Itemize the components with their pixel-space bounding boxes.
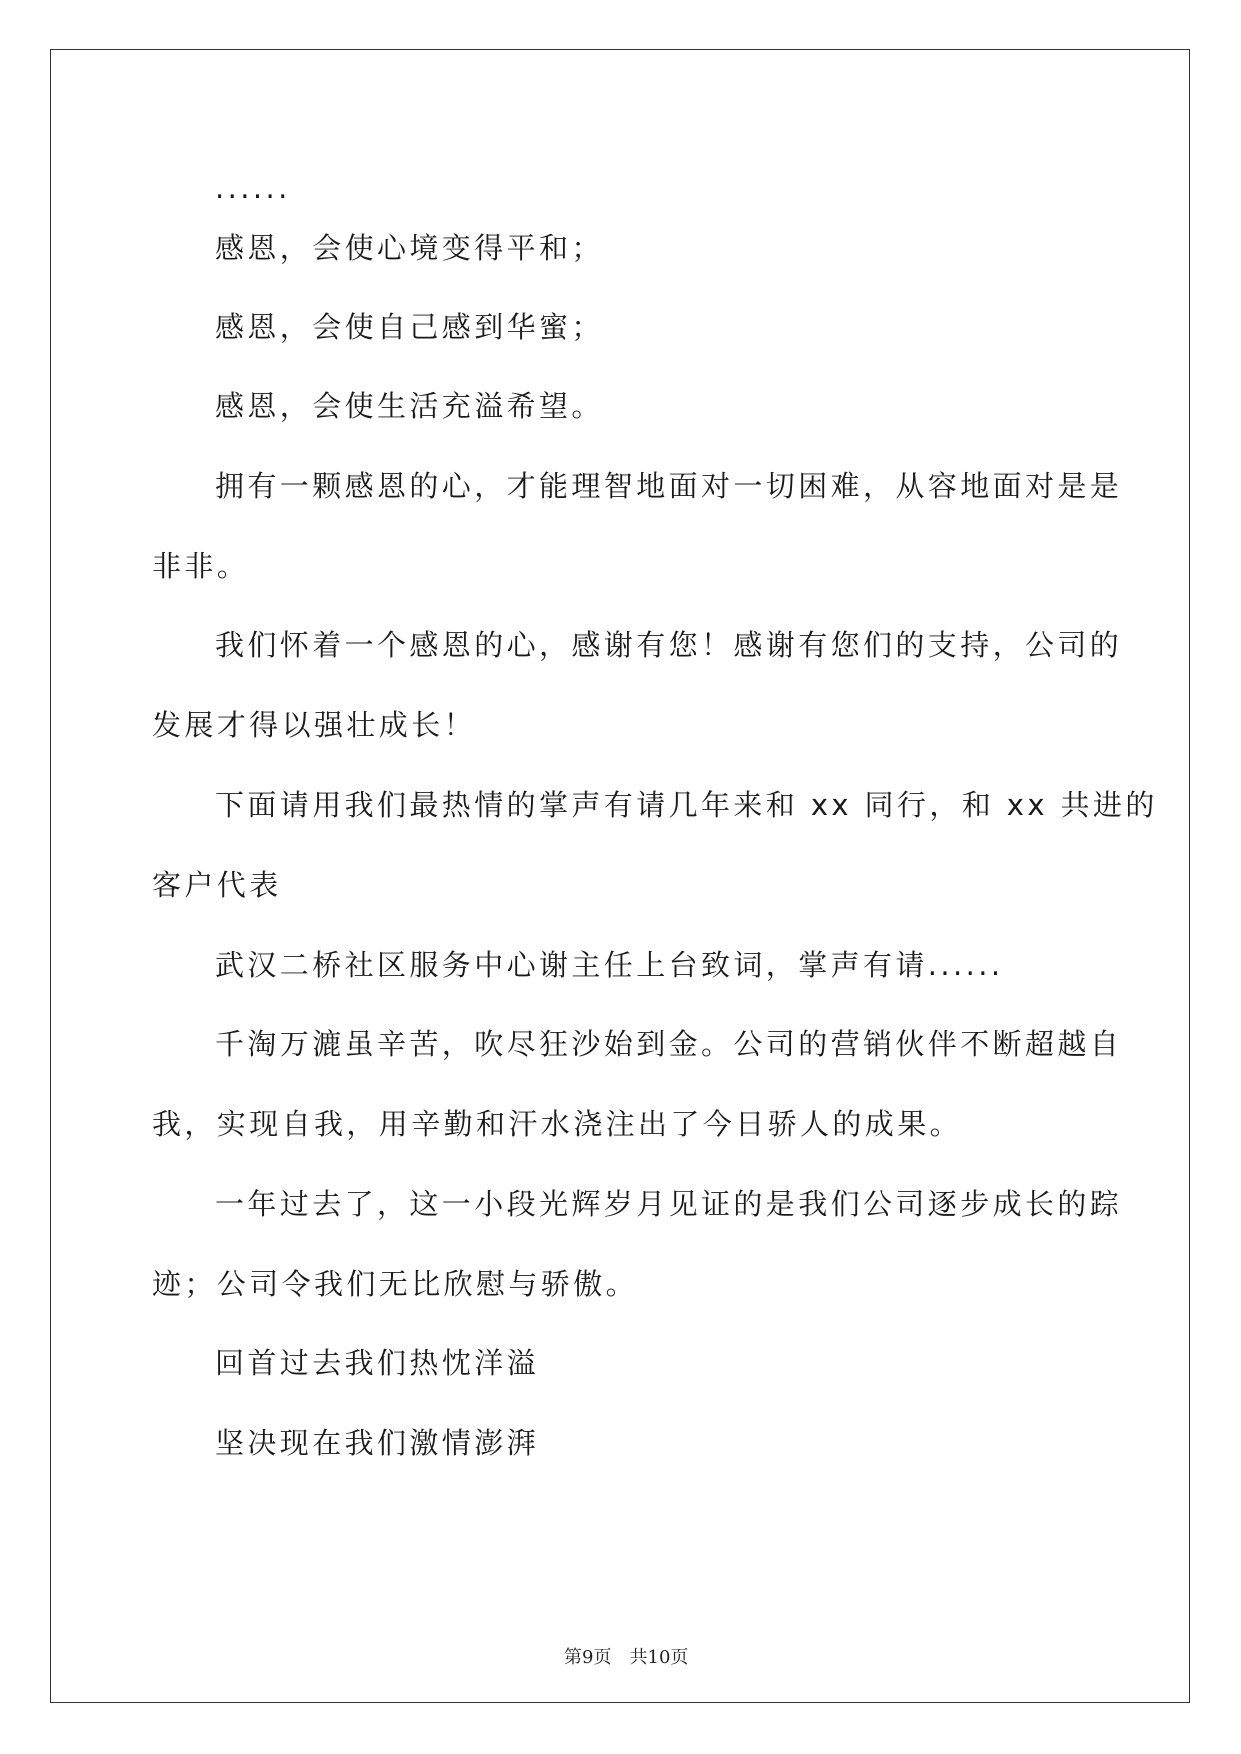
text-line: 迹；公司令我们无比欣慰与骄傲。 <box>152 1267 639 1301</box>
text-line: 武汉二桥社区服务中心谢主任上台致词，掌声有请...... <box>215 948 1004 982</box>
text-line: 感恩，会使心境变得平和； <box>215 231 604 265</box>
text-line: 千淘万漉虽辛苦，吹尽狂沙始到金。公司的营销伙伴不断超越自 <box>215 1027 1123 1061</box>
text-line: 回首过去我们热忱洋溢 <box>215 1346 540 1380</box>
text-line: 发展才得以强壮成长！ <box>152 708 477 742</box>
text-line: 感恩，会使自己感到华蜜； <box>215 310 604 344</box>
text-line: 客户代表 <box>152 868 282 902</box>
page-number-footer <box>0 1622 1241 1670</box>
text-line: 拥有一颗感恩的心，才能理智地面对一切困难，从容地面对是是 <box>215 469 1123 503</box>
page-number-label: 第9页 共10页 <box>564 1647 689 1668</box>
text-line: 我们怀着一个感恩的心，感谢有您！感谢有您们的支持，公司的 <box>215 628 1123 662</box>
text-line: 我，实现自我，用辛勤和汗水浇注出了今日骄人的成果。 <box>152 1107 963 1141</box>
text-line: 坚决现在我们激情澎湃 <box>215 1426 540 1460</box>
text-line: 一年过去了，这一小段光辉岁月见证的是我们公司逐步成长的踪 <box>215 1187 1123 1221</box>
text-line-ellipsis: ...... <box>215 171 291 205</box>
text-line: 感恩，会使生活充溢希望。 <box>215 389 604 423</box>
text-line: 下面请用我们最热情的掌声有请几年来和 xx 同行，和 xx 共进的 <box>215 788 1158 822</box>
text-line: 非非。 <box>152 549 250 583</box>
